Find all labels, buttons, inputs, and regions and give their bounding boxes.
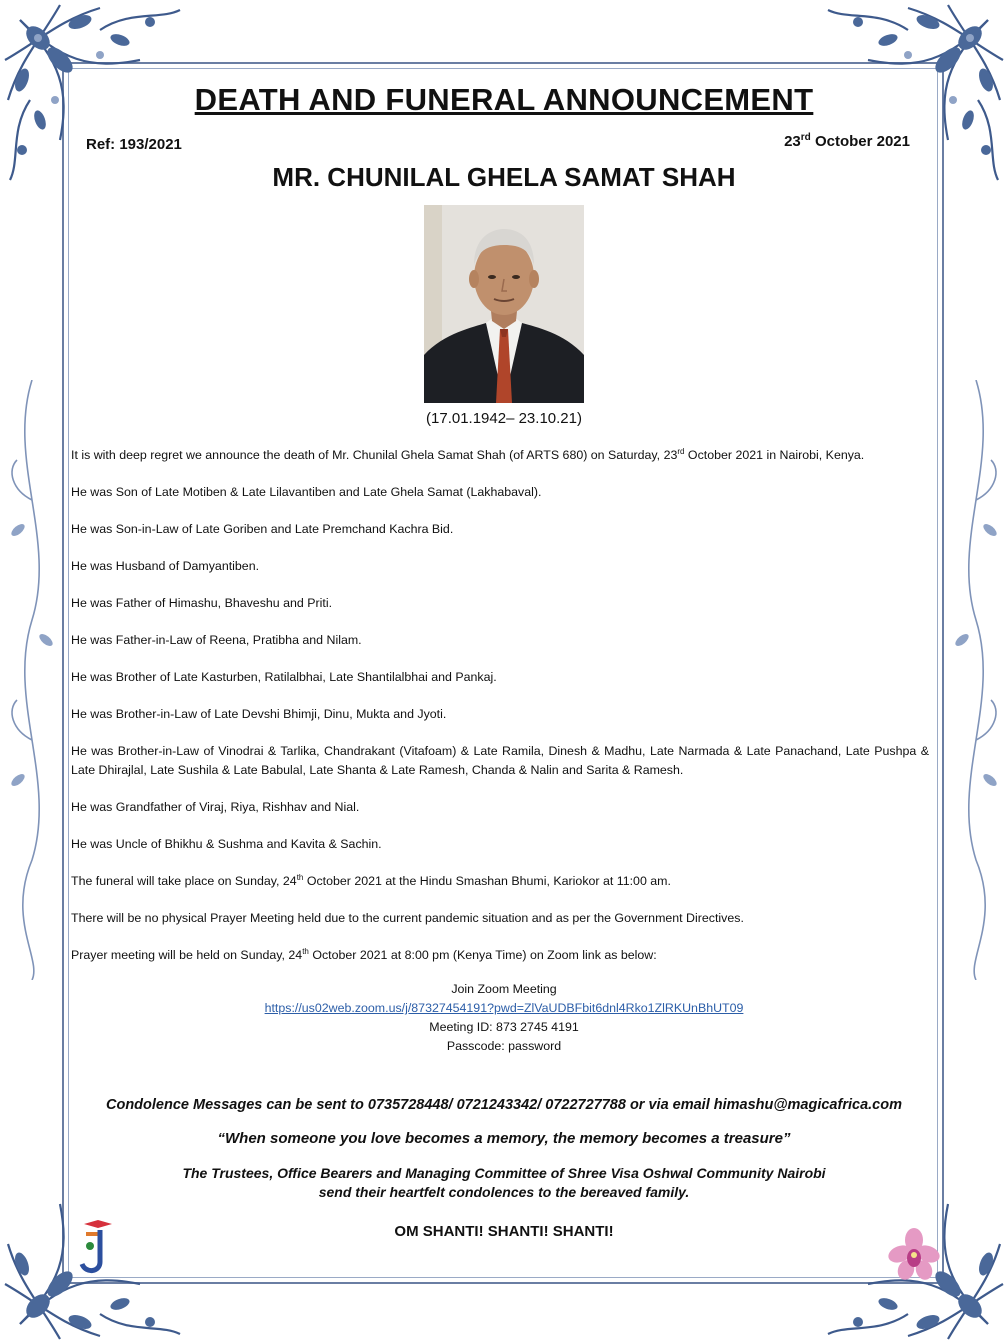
trustees-line-1: The Trustees, Office Bearers and Managing Committee of Shree Visa Oshwal Community Nairobi [182,1165,826,1181]
paragraph-father-in-law: He was Father-in-Law of Reena, Pratibha and Nilam. [71,633,362,647]
zoom-link[interactable]: https://us02web.zoom.us/j/87327454191?pwd=ZlVaUDBFbit6dnl4Rko1ZlRKUnBhUT09 [264,1001,744,1015]
zoom-meeting-info [0,980,1008,1056]
portrait-photo [424,205,584,403]
condolence-contacts: Condolence Messages can be sent to 0735728448/ 0721243342/ 0722727788 or via email himashu@magicafrica.com [106,1097,902,1113]
paragraph-husband: He was Husband of Damyantiben. [71,559,260,573]
paragraph-uncle: He was Uncle of Bhikhu & Sushma and Kavita & Sachin. [71,837,382,851]
paragraph-no-prayer-meeting: There will be no physical Prayer Meeting held due to the current pandemic situation and as per the Government Directives. [71,911,744,925]
date-rest: October 2021 [810,133,910,150]
paragraph-text: October 2021 in Nairobi, Kenya. [684,448,865,462]
reference-number: Ref: 193/2021 [86,136,182,153]
life-dates: (17.01.1942– 23.10.21) [426,410,582,427]
orchid-flower-icon [886,1226,942,1282]
zoom-meeting-id: Meeting ID: 873 2745 4191 [429,1020,579,1034]
side-vine-ornament-icon [946,380,1006,980]
paragraph-father: He was Father of Himashu, Bhaveshu and Priti. [71,596,333,610]
trustees-message [0,1164,1008,1202]
paragraph-funeral [71,872,929,891]
paragraph-text: It is with deep regret we announce the death of Mr. Chunilal Ghela Samat Shah (of ARTS 680) on Saturday, 23 [71,448,678,462]
memorial-quote: “When someone you love becomes a memory, the memory becomes a treasure” [217,1130,791,1147]
paragraph-text: October 2021 at the Hindu Smashan Bhumi, Kariokor at 11:00 am. [303,874,671,888]
paragraph-grandfather: He was Grandfather of Viraj, Riya, Rishhav and Nial. [71,800,360,814]
date-suffix: rd [800,132,811,143]
trustees-line-2: send their heartfelt condolences to the bereaved family. [318,1184,690,1200]
page-title: DEATH AND FUNERAL ANNOUNCEMENT [194,82,814,117]
paragraph-brother-in-law-2: He was Brother-in-Law of Vinodrai & Tarlika, Chandrakant (Vitafoam) & Late Ramila, Dinesh & Madhu, Late Narmada & Late Panachand, Late Pushpa & Late Dhirajlal, Late Sushila & Late Babulal, Late Shanta & Late Ramesh, Chanda & Nalin and Sarita & Ramesh. [71,744,929,777]
announcement-date [784,132,910,150]
paragraph-brother: He was Brother of Late Kasturben, Ratilalbhai, Late Shantilalbhai and Pankaj. [71,670,497,684]
deceased-name: MR. CHUNILAL GHELA SAMAT SHAH [272,162,736,192]
paragraph-death-notice [71,446,929,465]
ordinal-suffix: rd [677,446,685,456]
paragraph-son-of: He was Son of Late Motiben & Late Lilavantiben and Late Ghela Samat (Lakhabaval). [71,485,542,499]
paragraph-text: Prayer meeting will be held on Sunday, 24 [71,948,303,962]
ordinal-suffix: th [296,872,304,882]
zoom-heading: Join Zoom Meeting [451,982,557,996]
paragraph-brother-in-law-1: He was Brother-in-Law of Late Devshi Bhimji, Dinu, Mukta and Jyoti. [71,707,447,721]
paragraph-text: The funeral will take place on Sunday, 24 [71,874,297,888]
ordinal-suffix: th [302,946,309,956]
date-day: 23 [784,133,801,150]
zoom-passcode: Passcode: password [446,1039,562,1053]
side-vine-ornament-icon [2,380,62,980]
paragraph-prayer-meeting [71,946,929,965]
om-shanti: OM SHANTI! SHANTI! SHANTI! [394,1223,614,1240]
paragraph-text: October 2021 at 8:00 pm (Kenya Time) on Zoom link as below: [308,948,657,962]
community-logo-icon [78,1218,118,1278]
announcement-body [71,446,929,983]
paragraph-son-in-law: He was Son-in-Law of Late Goriben and Late Premchand Kachra Bid. [71,522,454,536]
